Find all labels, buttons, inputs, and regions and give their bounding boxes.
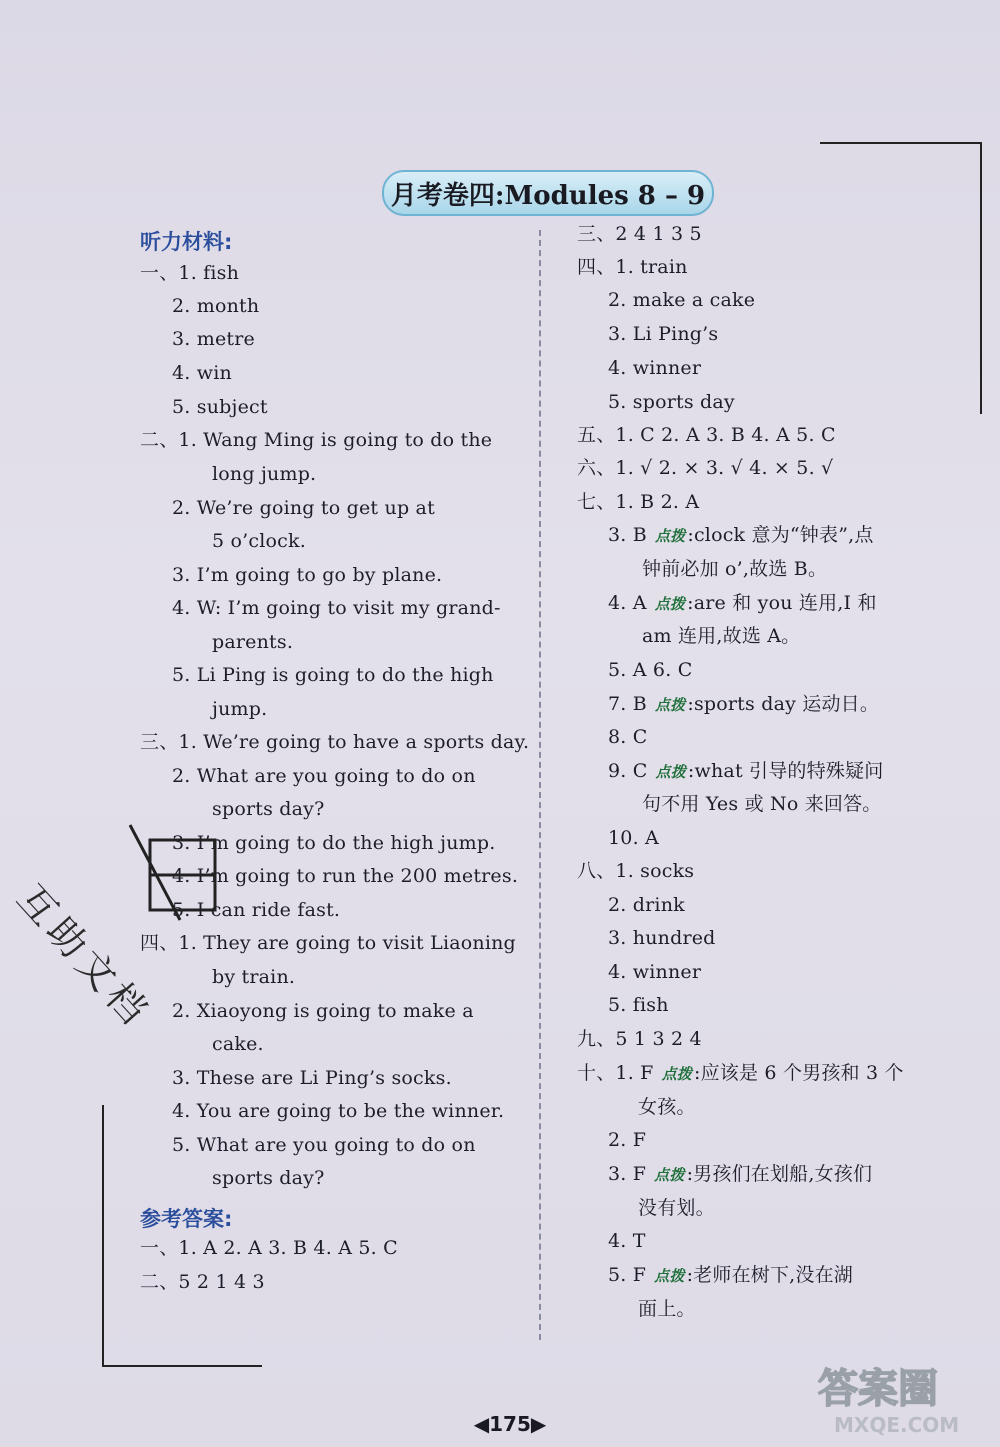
right-line-text: 四、1. train	[577, 256, 688, 278]
left-line	[140, 258, 239, 288]
left-line	[172, 996, 474, 1026]
left-line	[172, 660, 494, 690]
left-line-text: 3. I’m going to go by plane.	[172, 564, 443, 586]
right-line	[608, 520, 874, 551]
page-title: 月考卷四:Modules 8 – 9	[382, 170, 714, 216]
left-line-text: 5. What are you going to do on	[172, 1134, 476, 1156]
right-line	[642, 621, 800, 651]
right-line	[638, 1193, 715, 1223]
left-line-text: 4. You are going to be the winner.	[172, 1100, 505, 1122]
left-line-text: cake.	[212, 1033, 264, 1055]
logo-sub-text: MXQE.COM	[834, 1413, 960, 1437]
right-line-text: 2. F	[608, 1129, 647, 1151]
right-line-text: 七、1. B 2. A	[577, 491, 700, 513]
right-line-text: 3. hundred	[608, 927, 716, 949]
right-line-text: 钟前必加 o’,故选 B。	[642, 558, 828, 580]
right-line	[608, 823, 659, 853]
left-line	[140, 425, 492, 455]
left-line	[172, 761, 476, 791]
right-line-text: 3. Li Ping’s	[608, 323, 719, 345]
right-line-text: 9. C	[608, 760, 648, 782]
left-line-text: 3. metre	[172, 328, 255, 350]
left-line	[212, 1029, 264, 1059]
right-line-text: 六、1. √ 2. × 3. √ 4. × 5. √	[577, 457, 834, 479]
right-line	[608, 655, 692, 685]
right-line	[608, 588, 877, 619]
watermark-lines	[120, 820, 240, 930]
left-line	[172, 291, 259, 321]
left-line-text: 5 o’clock.	[212, 530, 306, 552]
right-line-text: 九、5 1 3 2 4	[577, 1028, 702, 1050]
right-line-text: 十、1. F	[577, 1062, 654, 1084]
right-line	[608, 387, 735, 417]
crop-frame-top-right	[820, 142, 982, 414]
left-line	[172, 593, 501, 623]
left-line	[140, 727, 529, 757]
right-line-text: 5. fish	[608, 994, 669, 1016]
left-line-text: 5. I can ride fast.	[172, 899, 341, 921]
page-number: ◀175▶	[473, 1412, 547, 1436]
right-line	[608, 923, 716, 953]
tip-label: 点拨	[655, 763, 686, 781]
right-line-text: 三、2 4 1 3 5	[577, 223, 702, 245]
page-arrow-right-icon: ▶	[530, 1412, 547, 1436]
right-line-text: 面上。	[638, 1298, 696, 1320]
left-line-text: 2. We’re going to get up at	[172, 497, 435, 519]
column-divider	[539, 230, 541, 1340]
left-line	[212, 459, 316, 489]
left-line-text: 4. win	[172, 362, 232, 384]
left-line	[140, 1267, 265, 1297]
right-line-text: 4. A	[608, 592, 647, 614]
left-line-text: sports day?	[212, 1167, 325, 1189]
right-line	[577, 1058, 904, 1089]
left-line-text: 三、1. We’re going to have a sports day.	[140, 731, 530, 753]
right-line	[577, 219, 702, 249]
left-line-text: 4. W: I’m going to visit my grand-	[172, 597, 501, 619]
right-line-text: 8. C	[608, 726, 648, 748]
left-line-text: 四、1. They are going to visit Liaoning	[140, 932, 516, 954]
left-line	[172, 493, 435, 523]
right-line-text: 5. A 6. C	[608, 659, 693, 681]
left-line	[212, 627, 293, 657]
left-line	[212, 526, 306, 556]
right-line	[638, 1294, 696, 1324]
right-line	[608, 319, 718, 349]
tip-explanation: :应该是 6 个男孩和 3 个	[693, 1062, 904, 1084]
right-line	[608, 756, 883, 787]
tip-explanation: :sports day 运动日。	[687, 693, 880, 715]
tip-label: 点拨	[654, 1267, 685, 1285]
left-line	[172, 1096, 504, 1126]
tip-explanation: :what 引导的特殊疑问	[687, 760, 884, 782]
left-line-text: 4. I’m going to run the 200 metres.	[172, 865, 519, 887]
left-line-text: jump.	[212, 698, 268, 720]
right-line-text: 4. winner	[608, 357, 702, 379]
tip-explanation: :老师在树下,没在湖	[686, 1264, 854, 1286]
right-line-text: 没有划。	[638, 1197, 715, 1219]
right-line-text: 2. drink	[608, 894, 685, 916]
right-line	[577, 856, 694, 886]
logo-main-text: 答案圈	[818, 1366, 938, 1412]
right-line	[608, 722, 648, 752]
left-line	[140, 1233, 398, 1263]
right-line	[642, 789, 882, 819]
left-line-text: long jump.	[212, 463, 317, 485]
right-line	[608, 990, 669, 1020]
tip-label: 点拨	[654, 696, 686, 714]
right-line	[608, 1125, 646, 1155]
left-line	[212, 1163, 324, 1193]
right-line	[577, 252, 688, 282]
left-line	[172, 392, 268, 422]
left-line-text: 5. Li Ping is going to do the high	[172, 664, 494, 686]
right-line	[608, 1159, 872, 1190]
site-logo	[810, 1356, 990, 1438]
right-line	[577, 453, 833, 483]
page-arrow-left-icon: ◀	[473, 1412, 490, 1436]
left-line	[172, 1130, 476, 1160]
left-line-text: by train.	[212, 966, 296, 988]
right-line-text: 5. F	[608, 1264, 647, 1286]
left-line-text: 2. Xiaoyong is going to make a	[172, 1000, 474, 1022]
right-line-text: 八、1. socks	[577, 860, 695, 882]
tip-label: 点拨	[661, 1065, 692, 1083]
left-line	[212, 962, 295, 992]
right-line-text: 3. F	[608, 1163, 647, 1185]
tip-explanation: :are 和 you 连用,I 和	[687, 592, 877, 614]
left-line	[172, 560, 442, 590]
left-line	[172, 358, 232, 388]
left-line-text: sports day?	[212, 798, 325, 820]
right-line	[577, 420, 836, 450]
watermark-stamp: 互助文档	[8, 876, 160, 1037]
left-line-text: parents.	[212, 631, 294, 653]
tip-explanation: :clock 意为“钟表”,点	[687, 524, 874, 546]
right-line-text: am 连用,故选 A。	[642, 625, 801, 647]
right-line	[608, 1226, 646, 1256]
tip-label: 点拨	[654, 527, 686, 545]
right-line-text: 7. B	[608, 693, 647, 715]
left-line-text: 二、1. Wang Ming is going to do the	[140, 429, 493, 451]
right-line-text: 句不用 Yes 或 No 来回答。	[642, 793, 882, 815]
left-line-text: 2. What are you going to do on	[172, 765, 476, 787]
left-line-text: 一、1. A 2. A 3. B 4. A 5. C	[140, 1237, 398, 1259]
right-line	[642, 554, 827, 584]
left-line	[212, 694, 267, 724]
left-line-text: 3. I’m going to do the high jump.	[172, 832, 496, 854]
left-line-text: 5. subject	[172, 396, 268, 418]
right-line	[608, 890, 685, 920]
left-line-text: 一、1. fish	[140, 262, 240, 284]
right-line	[608, 285, 755, 315]
right-line-text: 3. B	[608, 524, 647, 546]
right-line	[608, 1260, 853, 1291]
right-line-text: 5. sports day	[608, 391, 735, 413]
right-line	[608, 689, 879, 720]
right-line	[577, 1024, 702, 1054]
left-line	[172, 324, 255, 354]
right-line	[638, 1092, 696, 1122]
left-line-text: 二、5 2 1 4 3	[140, 1271, 265, 1293]
right-line	[608, 957, 701, 987]
right-line-text: 4. T	[608, 1230, 646, 1252]
right-line-text: 2. make a cake	[608, 289, 756, 311]
left-line-text: 2. month	[172, 295, 260, 317]
left-line	[140, 928, 516, 958]
right-line	[608, 353, 701, 383]
listening-heading: 听力材料:	[140, 230, 233, 254]
tip-label: 点拨	[654, 595, 686, 613]
right-line-text: 女孩。	[638, 1096, 696, 1118]
left-line	[172, 1063, 452, 1093]
left-line-text: 3. These are Li Ping’s socks.	[172, 1067, 452, 1089]
right-line-text: 10. A	[608, 827, 659, 849]
tip-explanation: :男孩们在划船,女孩们	[686, 1163, 873, 1185]
right-line-text: 五、1. C 2. A 3. B 4. A 5. C	[577, 424, 836, 446]
right-line	[577, 487, 699, 517]
answer-key-heading: 参考答案:	[140, 1207, 233, 1231]
tip-label: 点拨	[654, 1166, 685, 1184]
right-line-text: 4. winner	[608, 961, 702, 983]
